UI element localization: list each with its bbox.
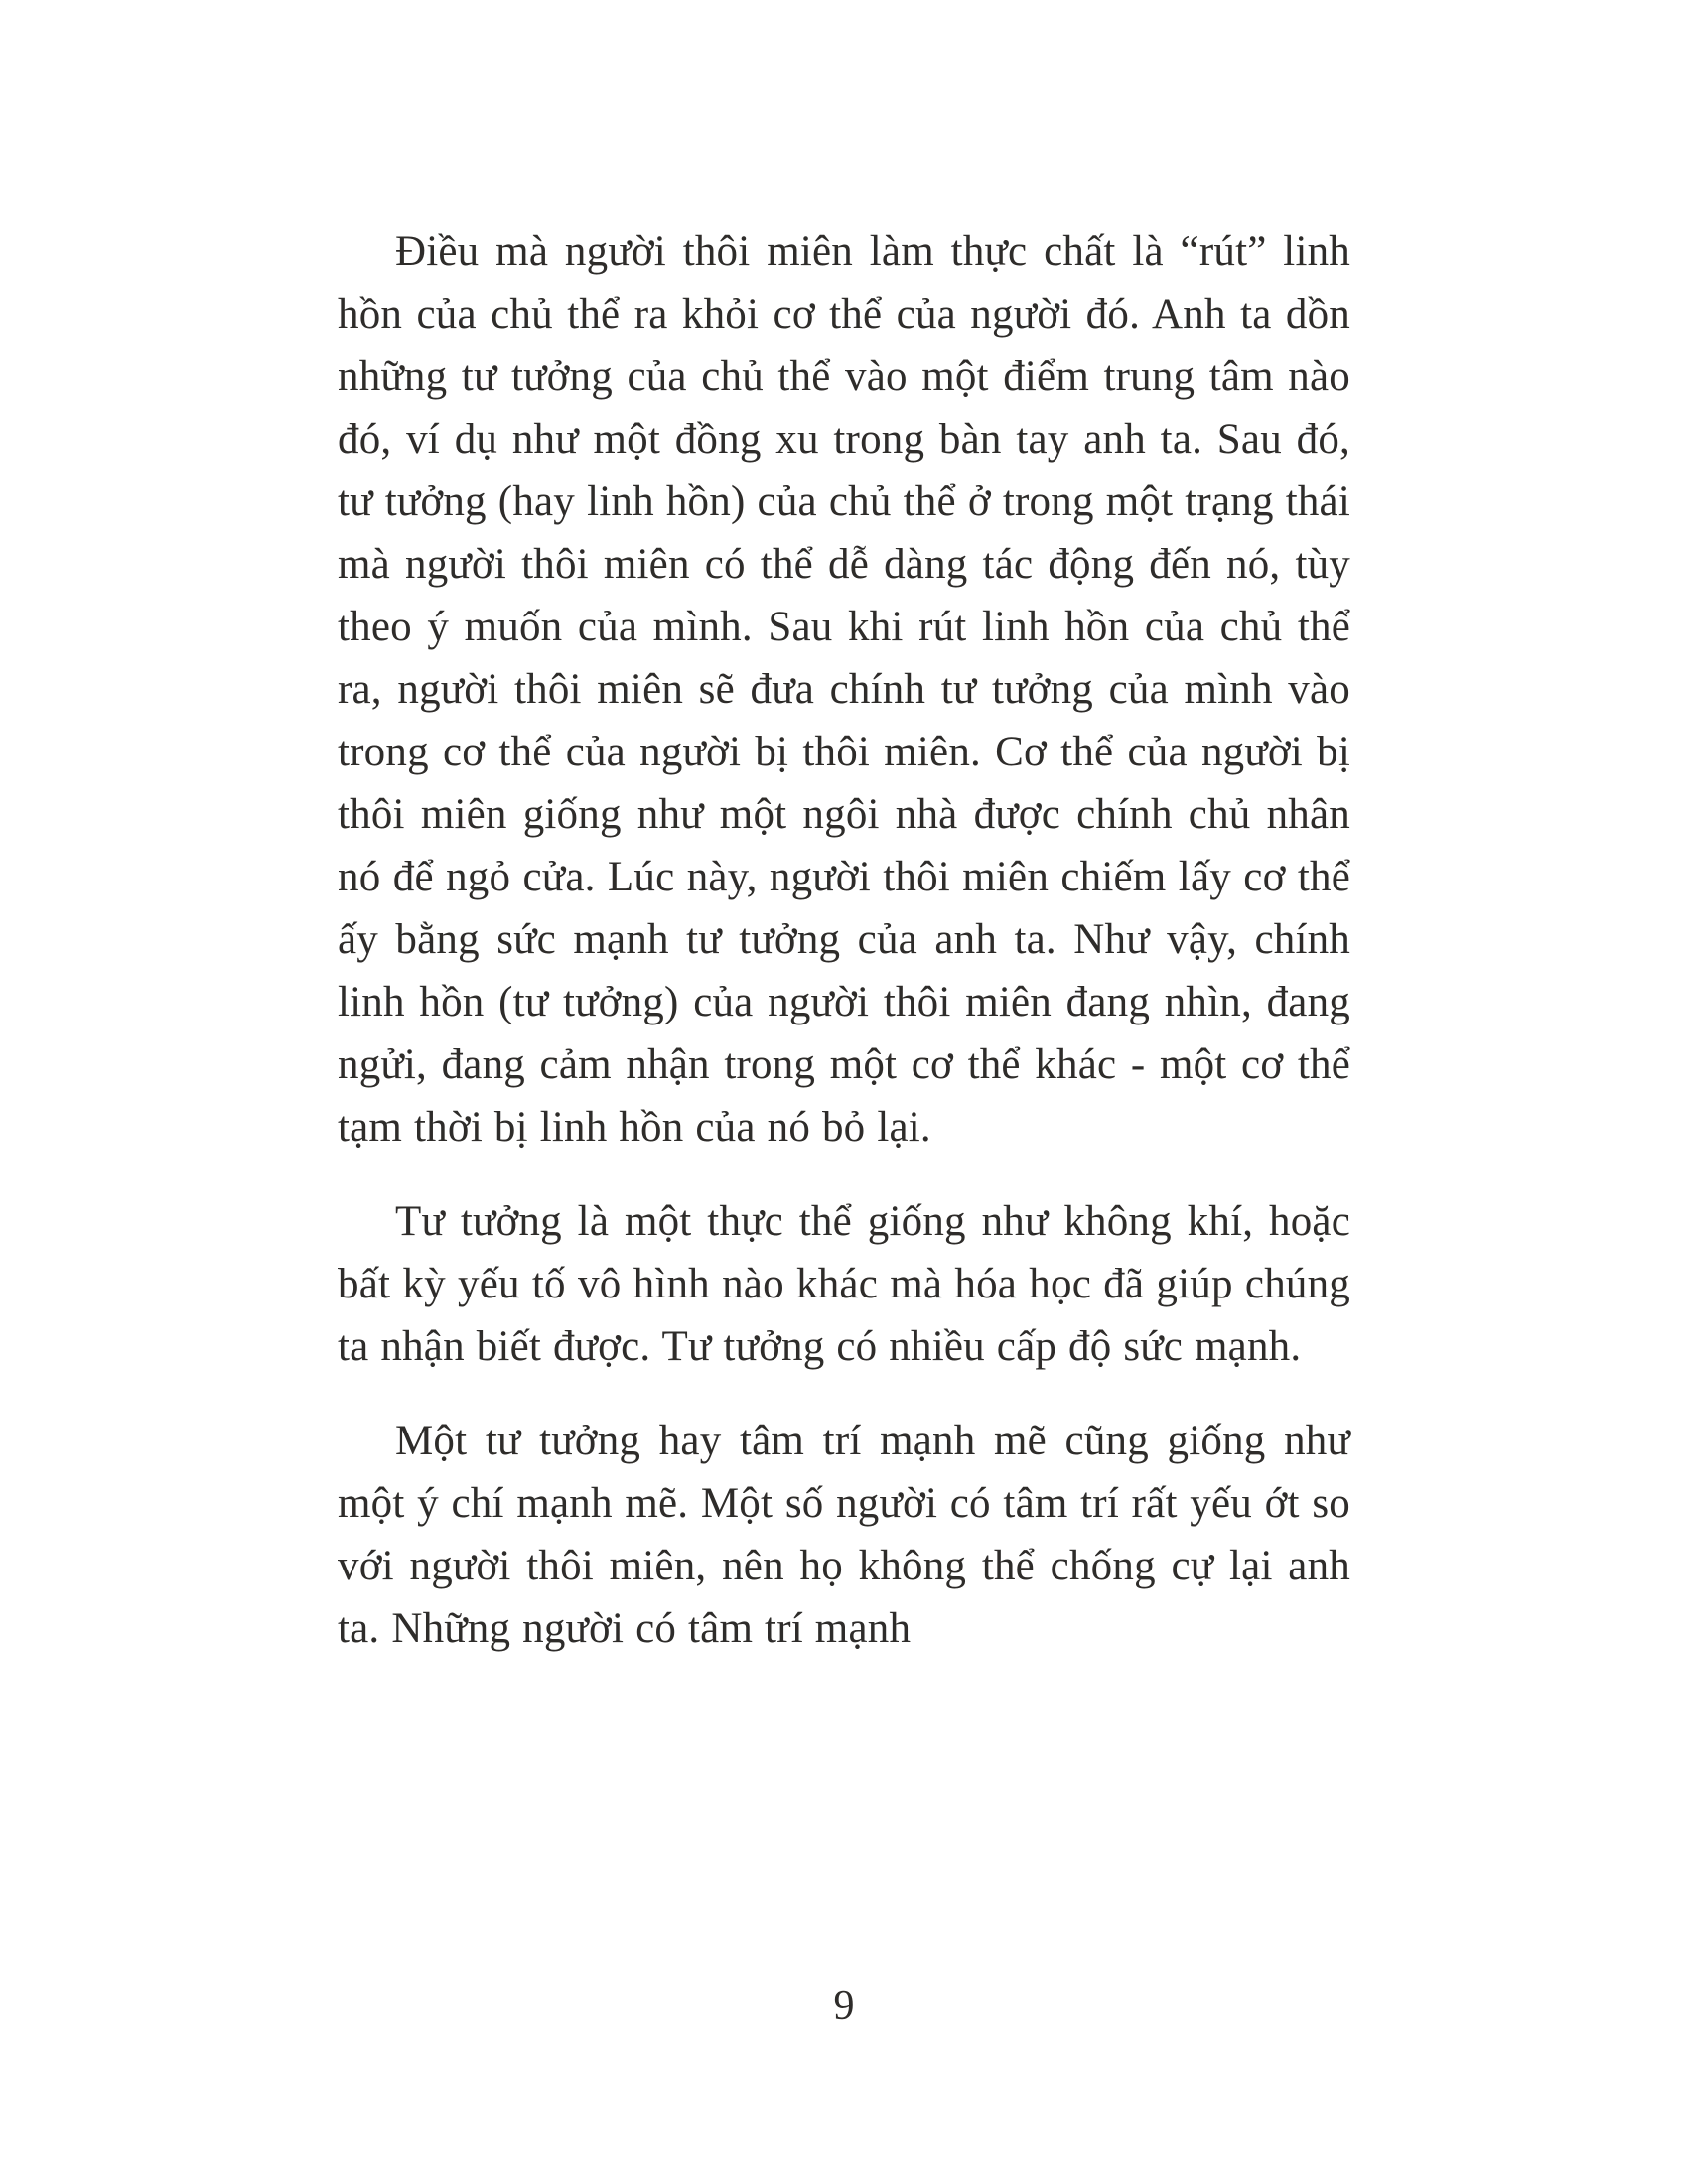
paragraph-thought-entity: Tư tưởng là một thực thể giống như không khí, hoặc bất kỳ yếu tố vô hình nào khác mà hóa học đã giúp chúng ta nhận biết được. Tư tưởng có nhiều cấp độ sức mạnh. bbox=[338, 1198, 1350, 1370]
paragraph-hypnotist-soul: Điều mà người thôi miên làm thực chất là “rút” linh hồn của chủ thể ra khỏi cơ thể của người đó. Anh ta dồn những tư tưởng của chủ thể vào một điểm trung tâm nào đó, ví dụ như một đồng xu trong bàn tay anh ta. Sau đó, tư tưởng (hay linh hồn) của chủ thể ở trong một trạng thái mà người thôi miên có thể dễ dàng tác động đến nó, tùy theo ý muốn của mình. Sau khi rút linh hồn của chủ thể ra, người thôi miên sẽ đưa chính tư tưởng của mình vào trong cơ thể của người bị thôi miên. Cơ thể của người bị thôi miên giống như một ngôi nhà được chính chủ nhân nó để ngỏ cửa. Lúc này, người thôi miên chiếm lấy cơ thể ấy bằng sức mạnh tư tưởng của anh ta. Như vậy, chính linh hồn (tư tưởng) của người thôi miên đang nhìn, đang ngửi, đang cảm nhận trong một cơ thể khác - một cơ thể tạm thời bị linh hồn của nó bỏ lại. bbox=[338, 228, 1350, 1151]
paragraph-strong-mind: Một tư tưởng hay tâm trí mạnh mẽ cũng giống như một ý chí mạnh mẽ. Một số người có tâm trí rất yếu ớt so với người thôi miên, nên họ không thể chống cự lại anh ta. Những người có tâm trí mạnh bbox=[338, 1418, 1350, 1652]
text-block bbox=[338, 0, 1350, 1660]
page-number: 9 bbox=[833, 1983, 855, 2029]
